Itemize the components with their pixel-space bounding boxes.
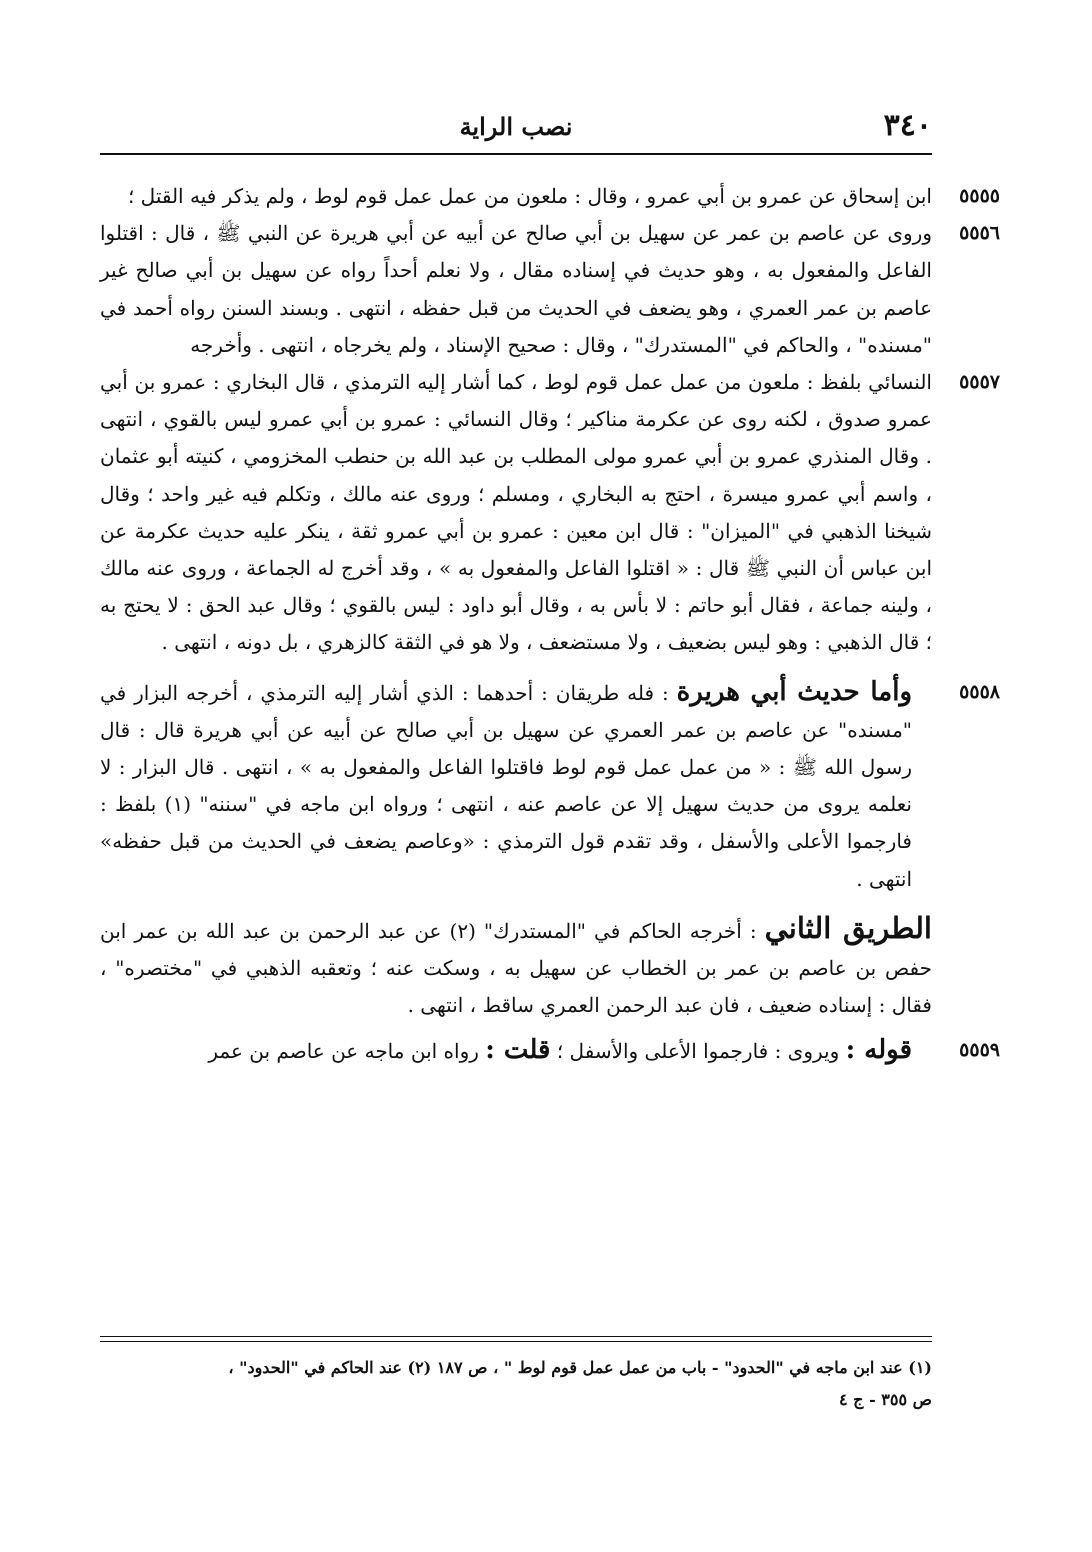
entry-5555 (100, 178, 1000, 215)
entry-text: : أخرجه الحاكم في "المستدرك" (٢) عن عبد الرحمن بن عبد الله بن عمر ابن حفص بن عاصم بن عمر بن الخطاب عن سهيل به ، وسكت عنه ؛ وتعقبه الذهبي في "مختصره" ، فقال : إسناده ضعيف ، فان عبد الرحمن العمري ساقط ، انتهى . (100, 918, 932, 1018)
entry-lead-2: قلت : (485, 1035, 551, 1066)
header-rule (100, 153, 932, 155)
entry-lead: الطريق الثاني (764, 910, 932, 945)
entry-text: وروى عن عاصم بن عمر عن سهيل بن أبي صالح عن أبيه عن أبي هريرة عن النبي ﷺ ، قال : اقتلوا الفاعل والمفعول به ، وهو حديث في إسناده مقال ، ولا نعلم أحداً رواه عن سهيل بن أبي صالح غير عاصم بن عمر العمري ، وهو يضعف في الحديث من قبل حفظه ، انتهى . وبسند السنن رواه أحمد في "مسنده" ، والحاكم في "المستدرك" ، وقال : صحيح الإسناد ، ولم يخرجاه ، انتهى . وأخرجه (100, 221, 932, 357)
entry-second-route (100, 910, 932, 1025)
main-text (100, 178, 1000, 1071)
entry-number: ٥٥٥٧ (959, 371, 1000, 394)
running-header (100, 108, 932, 148)
entry-number: ٥٥٥٦ (959, 222, 1000, 245)
entry-5558 (100, 674, 1000, 898)
entry-text: : فله طريقان : أحدهما : الذي أشار إليه الترمذي ، أخرجه البزار في "مسنده" عن عاصم بن عمر العمري عن سهيل بن أبي صالح عن أبيه عن أبي هريرة قال : قال رسول الله ﷺ : « من عمل عمل قوم لوط فاقتلوا الفاعل والمفعول به » ، انتهى . قال البزار : لا نعلمه يروى من حديث سهيل إلا عن عاصم عنه ، انتهى ؛ ورواه ابن ماجه في "سننه" (١) بلفظ : فارجموا الأعلى والأسفل ، وقد تقدم قول الترمذي : «وعاصم يضعف في الحديث من قبل حفظه» انتهى . (100, 680, 913, 891)
footnote-rule (100, 1336, 932, 1337)
entry-5557 (100, 364, 1000, 662)
entry-number: ٥٥٥٨ (959, 680, 1000, 703)
entry-text: ويروى : فارجموا الأعلى والأسفل ؛ (556, 1039, 840, 1064)
entry-number: ٥٥٥٩ (959, 1039, 1000, 1062)
entry-text: النسائي بلفظ : ملعون من عمل عمل قوم لوط ، كما أشار إليه الترمذي ، قال البخاري : عمرو بن أبي عمرو صدوق ، لكنه روى عن عكرمة مناكير ؛ وقال النسائي : عمرو بن أبي عمرو ليس بالقوي ، انتهى . وقال المنذري عمرو بن أبي عمرو مولى المطلب بن عبد الله بن حنطب المخزومي ، كنيته أبو عثمان ، واسم أبي عمرو ميسرة ، احتج به البخاري ، ومسلم ؛ وروى عنه مالك ، وتكلم فيه غير واحد ؛ وقال شيخنا الذهبي في "الميزان" : قال ابن معين : عمرو بن أبي عمرو ثقة ، ينكر عليه حديث عكرمة عن ابن عباس أن النبي ﷺ قال : « اقتلوا الفاعل والمفعول به » ، وقد أخرج له الجماعة ، وروى عنه مالك ، ولينه جماعة ، فقال أبو حاتم : لا بأس به ، وقال أبو داود : ليس بالقوي ؛ وقال عبد الحق : لا يحتج به ؛ قال الذهبي : وهو ليس بضعيف ، ولا مستضعف ، ولا هو في الثقة كالزهري ، بل دونه ، انتهى . (100, 370, 932, 655)
entry-text-2: رواه ابن ماجه عن عاصم بن عمر (208, 1039, 479, 1064)
entry-lead: وأما حديث أبي هريرة (676, 676, 913, 707)
footnote-line: ص ٣٥٥ - ج ٤ (839, 1390, 932, 1409)
entry-number: ٥٥٥٥ (959, 185, 1000, 207)
entry-5556 (100, 215, 1000, 364)
footnote-line: (١) عند ابن ماجه في "الحدود" - باب من عمل عمل قوم لوط " ، ص ١٨٧ (٢) عند الحاكم في "الحدود" ، (228, 1358, 932, 1377)
entry-5559 (100, 1032, 1000, 1070)
running-title: نصب الراية (459, 112, 573, 141)
entry-lead: قوله : (845, 1035, 912, 1066)
footnote-rule (100, 1341, 932, 1342)
footnotes (100, 1352, 932, 1416)
entry-text: ابن إسحاق عن عمرو بن أبي عمرو ، وقال : ملعون من عمل عمل قوم لوط ، ولم يذكر فيه القتل ؛ (127, 184, 932, 208)
page-number: ٣٤٠ (883, 108, 932, 143)
